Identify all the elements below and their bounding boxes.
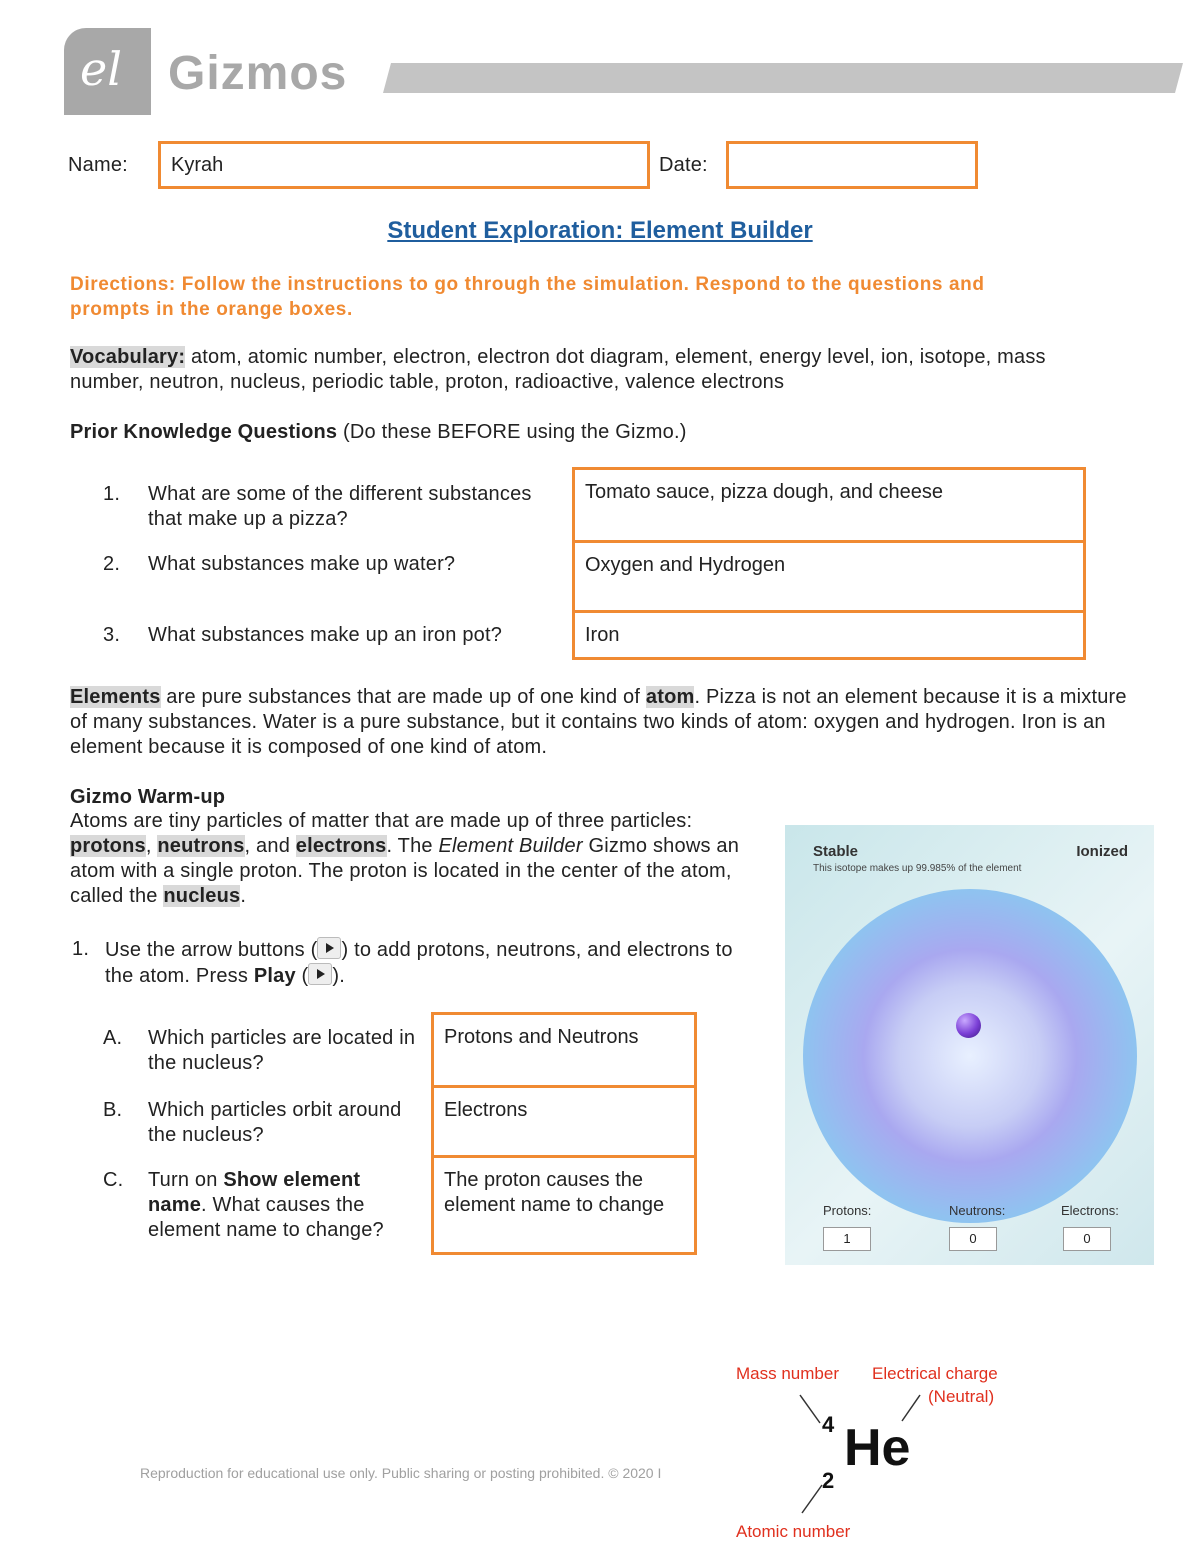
step1-text-a: Use the arrow buttons ( [105, 939, 318, 961]
vocabulary-text: atom, atomic number, electron, electron dot diagram, element, energy level, ion, isotope, mass number, neutron, nucleus, periodic table, proton, radioactive, valence electrons [70, 346, 1046, 393]
name-value: Kyrah [171, 154, 224, 176]
warmup-text-3: Gizmo shows an atom with a single proton. The proton is located in the center of the atom, called the [70, 835, 740, 907]
warmup-answer-a[interactable] [431, 1012, 697, 1088]
prior-q2-text: What substances make up water? [148, 553, 456, 575]
protons-field[interactable]: 1 [823, 1227, 871, 1251]
date-field[interactable] [726, 141, 978, 189]
prior-q1-num: 1. [103, 483, 121, 505]
warmup-comma-1: , [145, 835, 158, 857]
electrons-field[interactable]: 0 [1063, 1227, 1111, 1251]
warmup-qc-text [148, 1168, 423, 1243]
warmup-comma-2: , and [244, 835, 296, 857]
mass-pointer [800, 1395, 820, 1423]
warmup-answer-b[interactable] [431, 1085, 697, 1158]
electrons-term: electrons [295, 835, 387, 857]
warmup-qa-text: Which particles are located in the nucleus? [148, 1027, 416, 1074]
qc-pre: Turn on [148, 1169, 224, 1191]
prior-answer-1[interactable] [572, 467, 1086, 543]
warmup-heading: Gizmo Warm-up [70, 786, 226, 808]
header-bar [383, 63, 1183, 93]
warmup-qa-num: A. [103, 1027, 123, 1049]
warmup-text-2: . The [386, 835, 439, 857]
proton-sphere [956, 1013, 981, 1038]
prior-answer-1-text: Tomato sauce, pizza dough, and cheese [585, 481, 944, 503]
warmup-answer-a-text: Protons and Neutrons [444, 1026, 639, 1048]
directions: Directions: Follow the instructions to go through the simulation. Respond to the questions and prompts in the orange boxes. [70, 274, 985, 320]
electrical-charge-label: Electrical charge [872, 1364, 998, 1383]
qc-post: . What causes the element name to change? [148, 1194, 384, 1241]
name-label: Name: [68, 154, 128, 176]
neutrons-term: neutrons [157, 835, 245, 857]
step1-text-c: ( [295, 965, 309, 987]
warmup-qc-num: C. [103, 1169, 124, 1191]
neutrons-field[interactable]: 0 [949, 1227, 997, 1251]
prior-q1-text: What are some of the different substances that make up a pizza? [148, 483, 532, 530]
play-word: Play [253, 965, 296, 987]
protons-term: protons [70, 835, 146, 857]
atom-term: atom [645, 686, 695, 708]
show-element-name: Show element name [148, 1169, 361, 1216]
prior-answer-3[interactable] [572, 610, 1086, 660]
protons-label: Protons: [823, 1203, 872, 1218]
warmup-answer-c-text: The proton causes the element name to change [444, 1169, 665, 1216]
play-button-icon[interactable] [308, 963, 332, 985]
warmup-paragraph [70, 809, 760, 909]
stable-label: Stable [813, 843, 859, 860]
gizmo-screenshot [785, 825, 1154, 1265]
electrons-label: Electrons: [1061, 1203, 1119, 1218]
atomic-number-label: Atomic number [736, 1522, 851, 1541]
brand-name: Gizmos [168, 47, 348, 100]
warmup-text-1: Atoms are tiny particles of matter that are made up of three particles: [70, 810, 693, 832]
step1-text [105, 937, 765, 989]
neutrons-label: Neutrons: [949, 1203, 1006, 1218]
elements-text-1: are pure substances that are made up of one kind of [160, 686, 646, 708]
elements-paragraph [70, 685, 1130, 760]
prior-answer-3-text: Iron [585, 624, 620, 646]
electron-cloud [803, 889, 1137, 1223]
prior-q3-text: What substances make up an iron pot? [148, 624, 503, 646]
elements-text-2: . Pizza is not an element because it is a mixture of many substances. Water is a pure substance, but it contains two kinds of atom: oxygen and hydrogen. Iron is an element because it is composed of one kind of atom. [70, 686, 1127, 758]
element-symbol: He [844, 1419, 911, 1477]
prior-heading-text: Prior Knowledge Questions [70, 421, 338, 443]
footer-notice: Reproduction for educational use only. Public sharing or posting prohibited. © 2020 I [140, 1465, 662, 1481]
logo-glyph: el [80, 42, 122, 96]
date-label: Date: [659, 154, 708, 176]
prior-answer-2[interactable] [572, 540, 1086, 613]
page-title: Student Exploration: Element Builder [387, 217, 813, 244]
warmup-answer-b-text: Electrons [444, 1099, 528, 1121]
arrow-button-icon[interactable] [317, 937, 341, 959]
prior-answer-2-text: Oxygen and Hydrogen [585, 554, 786, 576]
step1-num: 1. [72, 938, 90, 960]
header-bar-shape [383, 63, 1183, 93]
step1-text-d: ). [332, 965, 346, 987]
warmup-text-4: . [240, 885, 247, 907]
neutral-label: (Neutral) [928, 1387, 995, 1406]
nucleus-term: nucleus [163, 885, 241, 907]
prior-note: (Do these BEFORE using the Gizmo.) [337, 421, 687, 443]
atomic-pointer [802, 1485, 822, 1513]
ionized-label: Ionized [1076, 843, 1128, 860]
name-field[interactable] [158, 141, 650, 189]
atomic-number-value: 2 [822, 1468, 835, 1493]
gizmos-logo-mark [64, 28, 151, 115]
prior-knowledge-heading [70, 420, 687, 445]
mass-number-label: Mass number [736, 1364, 839, 1383]
mass-number-value: 4 [822, 1412, 835, 1437]
elements-term: Elements [70, 686, 161, 708]
vocabulary [70, 345, 1120, 395]
prior-q3-num: 3. [103, 624, 121, 646]
isotope-note: This isotope makes up 99.985% of the element [813, 863, 1022, 874]
warmup-qb-num: B. [103, 1099, 123, 1121]
warmup-qb-text: Which particles orbit around the nucleus? [148, 1099, 402, 1146]
gizmo-name: Element Builder [438, 835, 583, 857]
vocabulary-label: Vocabulary: [70, 346, 186, 368]
prior-q2-num: 2. [103, 553, 121, 575]
step1-text-b: ) to add protons, neutrons, and electrons to the atom. Press [105, 939, 733, 987]
warmup-answer-c[interactable] [431, 1155, 697, 1255]
